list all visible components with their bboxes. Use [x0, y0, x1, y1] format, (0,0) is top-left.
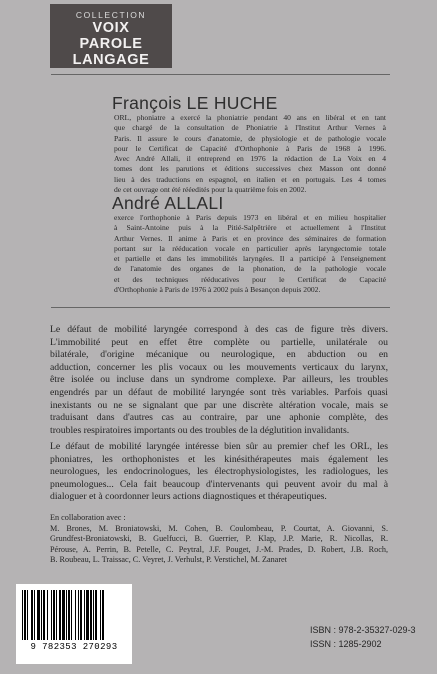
para1-line: adduction, concerner les plis vocaux ou les mouvements verticaux du larynx,: [50, 361, 388, 373]
para1-line: troubles respiratoires importants ou des troubles de la déglutition invalidants.: [50, 424, 350, 436]
collection-label: COLLECTION: [75, 10, 147, 20]
author1-bio: [114, 113, 386, 195]
barcode-digits: 9 782353 270293: [30, 642, 118, 652]
bio1-line: de cet ouvrage ont été rééedités pour la quatrième fois en 2002.: [114, 185, 307, 195]
para2-line: pneumologues... Cela fait beaucoup d'intervenants qui peuvent avoir du mal à: [50, 478, 388, 490]
barcode-bar: [93, 590, 94, 640]
para1-line: traduisant dans d'autres cas au contraire, par une aphonie complète, des: [50, 412, 388, 424]
barcode-bar: [37, 590, 40, 640]
barcode-bar: [86, 590, 89, 640]
collection-line-voix: VOIX: [92, 20, 130, 36]
collection-logo: [50, 4, 172, 68]
bio1-line: Avec André Allali, il entreprend en 1976 la rédaction de La Voix en 4: [114, 154, 386, 164]
barcode-bar: [56, 590, 57, 640]
bio1-line: pour le Certificat de Capacité d'Orthophonie à Paris de 1968 à 1996.: [114, 143, 386, 153]
barcode-bar: [24, 590, 26, 640]
description-paragraph-2: [50, 441, 388, 504]
bio2-line: et des techniques rééducatives pour le Certificat de Capacité: [114, 274, 386, 284]
bio2-line: exerce l'orthophonie à Paris depuis 1973 en libéral et en milieu hospitalier: [114, 213, 386, 222]
isbn-number: ISBN : 978-2-35327-029-3: [310, 625, 416, 635]
barcode-bar: [90, 590, 92, 640]
barcode: [16, 584, 132, 664]
barcode-bar: [53, 590, 55, 640]
collab-line: Pérouse, A. Perrin, B. Petelle, C. Peytral, J.F. Pouget, J.-M. Prades, D. Robert, J.B. Roch,: [50, 544, 388, 554]
barcode-bar: [62, 590, 65, 640]
bio2-line: de l'anatomie des organes de la phonation, de la pathologie vocale: [114, 264, 386, 274]
barcode-bar: [47, 590, 48, 640]
collab-line: M. Brones, M. Broniatowski, M. Cohen, B. Coulombeau, P. Courtat, A. Giovanni, S.: [50, 523, 388, 533]
barcode-bar: [22, 590, 23, 640]
author2-name: André ALLALI: [112, 193, 224, 213]
description-paragraph-1: [50, 324, 388, 437]
collection-line-langage: LANGAGE: [72, 52, 150, 68]
collaboration-list: [50, 513, 388, 566]
bio1-line: Paris. Il assure le cours d'anatomie, de physiologie et de pathologie vocale: [114, 133, 386, 143]
barcode-bar: [100, 590, 101, 640]
barcode-bar: [41, 590, 42, 640]
bio1-line: ORL, phoniatre a exercé la phoniatrie pendant 40 ans en libéral et en tant: [114, 113, 386, 122]
para1-line: bilatérale, d'origine mécanique ou neurologique, en abduction ou en: [50, 349, 388, 361]
barcode-bar: [59, 590, 61, 640]
barcode-bar: [78, 590, 79, 640]
para1-line: Le défaut de mobilité laryngée correspond à des cas de figure très divers.: [50, 324, 388, 335]
barcode-bar: [51, 590, 52, 640]
barcode-bar: [84, 590, 85, 640]
issn-number: ISSN : 1285-2902: [310, 639, 382, 649]
barcode-bar: [71, 590, 72, 640]
collab-line: En collaboration avec :: [50, 513, 126, 522]
barcode-bar: [31, 590, 33, 640]
barcode-bar: [102, 590, 104, 640]
para2-line: dialoguer et à coordonner leurs actions diagnostiques et thérapeutiques.: [50, 491, 327, 503]
barcode-bar: [68, 590, 70, 640]
para2-line: phoniatres, les orthophonistes et les kinésithérapeutes mais également les: [50, 453, 388, 465]
bio2-line: portant sur la rééducation vocale en particulier après laryngectomie totale: [114, 243, 386, 253]
para1-line: L'immobilité peut en effet être complète ou partielle, unilatérale ou: [50, 336, 388, 348]
bio2-line: à Saint-Antoine puis à la Pitié-Salpêtrière et actuellement à l'Institut: [114, 223, 386, 233]
top-divider: [51, 74, 390, 75]
para2-line: Le défaut de mobilité laryngée intéresse bien sûr au premier chef les ORL, les: [50, 441, 388, 452]
para1-line: être isolée ou incluse dans un syndrome complexe. Par ailleurs, les troubles: [50, 374, 388, 386]
collab-line: B. Roubeau, L. Traissac, C. Veyret, J. Verhulst, P. Verstichel, M. Zanaret: [50, 555, 287, 565]
bio1-line: lieu à des traductions en espagnol, en italien et en portugais. Les 4 tomes: [114, 174, 386, 184]
author1-name: François LE HUCHE: [112, 93, 278, 113]
barcode-bar: [75, 590, 76, 640]
collection-line-parole: PAROLE: [79, 36, 143, 52]
bio1-line: que chargé de la consultation de Phoniatrie à l'Institut Arthur Vernes à: [114, 123, 386, 133]
para2-line: neurologues, les endocrinologues, les électrophysiologistes, les radiologues, les: [50, 466, 388, 478]
bio2-line: et partielle et dans les immobilités laryngées. Il a participé à l'enseignement: [114, 254, 386, 264]
barcode-bar: [43, 590, 45, 640]
barcode-bars: [20, 590, 128, 642]
bio2-line: d'Orthophonie à Paris de 1976 à 2002 puis à Besançon depuis 2002.: [114, 285, 321, 295]
barcode-bar: [80, 590, 82, 640]
barcode-bar: [27, 590, 28, 640]
barcode-bar: [34, 590, 35, 640]
middle-divider: [51, 307, 390, 308]
bio2-line: Arthur Vernes. Il anime à Paris et en province des séminaires de formation: [114, 233, 386, 243]
author2-bio: [114, 213, 386, 295]
bio1-line: tomes dont les parutions et éditions successives chez Masson ont donné: [114, 164, 386, 174]
barcode-bar: [66, 590, 67, 640]
para1-line: inexistants ou ne se signalant que par une discrète altération vocale, mais se: [50, 399, 388, 411]
barcode-bar: [95, 590, 97, 640]
collab-line: Grundfest-Broniatowski, B. Guelfucci, B. Guerrier, P. Klap, J.P. Marie, R. Nicollas, R.: [50, 534, 388, 544]
para1-line: engendrés par un défaut de mobilité laryngée sont très variables. Parfois quasi: [50, 386, 388, 398]
